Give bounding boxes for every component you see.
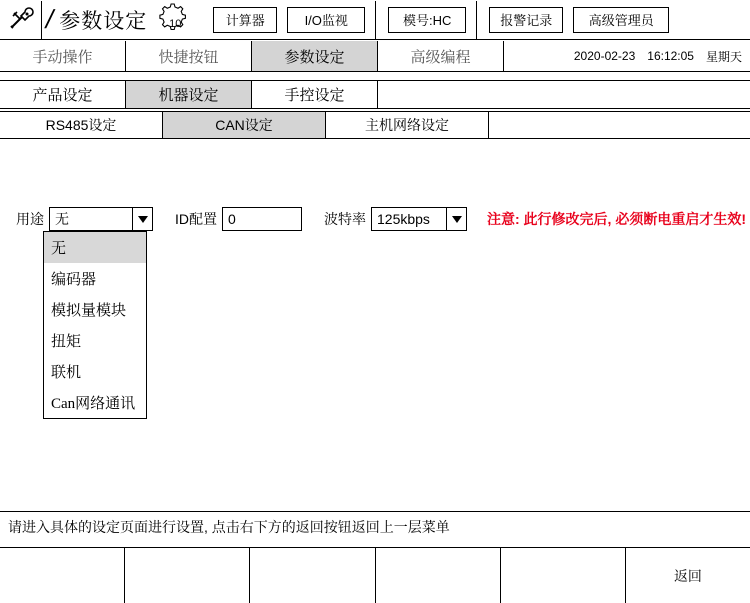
clock	[504, 41, 750, 71]
fkey-back[interactable]: 返回	[626, 548, 750, 603]
gear-badge-value: 10	[169, 17, 182, 30]
usage-option-can-network[interactable]: Can网络通讯	[51, 396, 136, 412]
id-config-input[interactable]: 0	[222, 207, 302, 231]
reboot-warning-text: 注意: 此行修改完后, 必须断电重启才生效!	[487, 211, 746, 227]
header-divider-1	[375, 1, 376, 39]
third-tab-bar	[0, 111, 750, 139]
can-settings-form	[16, 207, 746, 231]
io-monitor-button[interactable]: I/O监视	[287, 7, 365, 33]
fkey-5[interactable]	[501, 548, 626, 603]
main-tab-bar	[0, 41, 750, 72]
hint-divider	[0, 511, 750, 512]
subtab-product-settings[interactable]: 产品设定	[0, 81, 126, 108]
usage-option-link[interactable]: 联机	[51, 365, 82, 381]
baud-rate-select[interactable]	[371, 207, 467, 231]
title-divider-slash: /	[42, 4, 57, 34]
usage-option-encoder[interactable]: 编码器	[51, 272, 97, 288]
clock-time: 16:12:05	[647, 49, 694, 63]
mold-number-button[interactable]: 模号:HC	[388, 7, 466, 33]
sub-tab-bar	[0, 80, 750, 109]
chevron-down-icon[interactable]	[132, 208, 152, 230]
baud-rate-label: 波特率	[324, 211, 366, 227]
fkey-1[interactable]	[0, 548, 125, 603]
clock-date: 2020-02-23	[573, 49, 636, 63]
clock-weekday: 星期天	[705, 49, 742, 64]
page-title-group	[42, 1, 199, 39]
third-tab-filler	[489, 112, 750, 138]
usage-option-torque[interactable]: 扭矩	[51, 334, 82, 350]
content-area	[0, 139, 750, 511]
thirdtab-host-network-settings[interactable]: 主机网络设定	[326, 112, 489, 138]
tab-advanced-programming[interactable]: 高级编程	[378, 41, 504, 71]
fkey-2[interactable]	[125, 548, 250, 603]
header-bar	[0, 0, 750, 40]
subtab-manual-control-settings[interactable]: 手控设定	[252, 81, 378, 108]
subtab-machine-settings[interactable]: 机器设定	[126, 81, 252, 108]
usage-dropdown-list[interactable]	[43, 231, 147, 419]
fkey-3[interactable]	[250, 548, 375, 603]
tab-manual-operation[interactable]: 手动操作	[0, 41, 126, 71]
baud-rate-select-value: 125kbps	[377, 211, 430, 227]
tools-icon[interactable]	[0, 1, 42, 39]
usage-option-none[interactable]: 无	[44, 232, 146, 263]
header-buttons	[213, 1, 679, 39]
usage-select[interactable]	[49, 207, 153, 231]
chevron-down-icon-baud[interactable]	[446, 208, 466, 230]
tab-shortcut-buttons[interactable]: 快捷按钮	[126, 41, 252, 71]
thirdtab-can-settings[interactable]: CAN设定	[163, 112, 326, 138]
page-title: 参数设定	[59, 9, 148, 33]
thirdtab-rs485-settings[interactable]: RS485设定	[0, 112, 163, 138]
alarm-log-button[interactable]: 报警记录	[489, 7, 563, 33]
usage-select-value: 无	[55, 211, 69, 227]
admin-level-button[interactable]: 高级管理员	[573, 7, 669, 33]
usage-option-analog-module[interactable]: 模拟量模块	[51, 303, 127, 319]
id-config-label: ID配置	[175, 211, 217, 227]
gear-icon[interactable]	[157, 2, 193, 38]
fkey-4[interactable]	[376, 548, 501, 603]
header-divider-2	[476, 1, 477, 39]
function-key-bar	[0, 547, 750, 603]
sub-tab-filler	[378, 81, 750, 108]
usage-label: 用途	[16, 211, 44, 227]
status-hint-text: 请进入具体的设定页面进行设置, 点击右下方的返回按钮返回上一层菜单	[8, 519, 450, 535]
tab-parameter-settings[interactable]: 参数设定	[252, 41, 378, 71]
calculator-button[interactable]: 计算器	[213, 7, 277, 33]
